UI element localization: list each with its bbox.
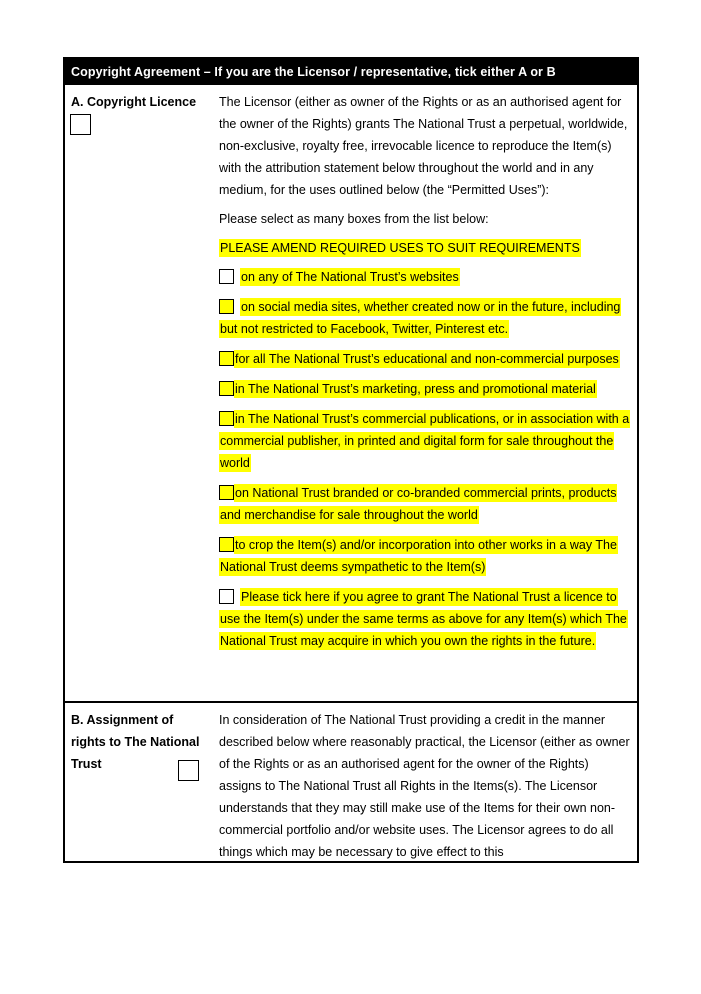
use-item-checkbox[interactable]: [219, 589, 234, 604]
section-b-checkbox[interactable]: [178, 760, 199, 781]
use-item-checkbox[interactable]: [219, 381, 234, 396]
select-boxes-prompt: Please select as many boxes from the list below:: [219, 212, 489, 226]
section-a-checkbox[interactable]: [70, 114, 91, 135]
use-item-text: for all The National Trust’s educational and non-commercial purposes: [235, 352, 619, 366]
use-item-text: Please tick here if you agree to grant The National Trust a licence to use the Item(s) under the same terms as above for any Item(s) which The National Trust may acquire in which you own the rights in the future.: [220, 590, 627, 648]
section-b-label-cell: [65, 703, 210, 861]
use-item-text: in The National Trust’s commercial publications, or in association with a commercial publisher, in printed and digital form for sale throughout the world: [220, 412, 630, 470]
use-list-item: [219, 266, 631, 288]
use-list-item: [219, 378, 631, 400]
section-b-paragraph: In consideration of The National Trust providing a credit in the manner described below where reasonably practical, the Licensor (either as owner of the Rights or as an authorised agent for the owner of the Rights) assigns to The National Trust all Rights in the Items(s). The Licensor understands that they may still make use of the Items for their own non-commercial portfolio and/or website uses. The Licensor agrees to do all things which may be necessary to give effect to this: [219, 713, 630, 859]
amend-notice-line: [219, 237, 631, 259]
copyright-agreement-table: [63, 57, 639, 863]
use-item-checkbox[interactable]: [219, 485, 234, 500]
use-list-item: [219, 534, 631, 578]
use-item-checkbox[interactable]: [219, 411, 234, 426]
permitted-uses-list: [219, 266, 631, 652]
section-b-body-cell: [210, 703, 637, 861]
use-list-item: [219, 408, 631, 474]
use-list-item: [219, 296, 631, 340]
section-a-intro-paragraph: The Licensor (either as owner of the Rights or as an authorised agent for the owner of the Rights) grants The National Trust a perpetual, worldwide, non-exclusive, royalty free, irrevocable licence to reproduce the Item(s) with the attribution statement below throughout the world and in any medium, for the uses outlined below (the “Permitted Uses”):: [219, 95, 628, 197]
table-header-bar: Copyright Agreement – If you are the Licensor / representative, tick either A or B: [65, 59, 637, 85]
use-item-text: to crop the Item(s) and/or incorporation into other works in a way The National Trust deems sympathetic to the Item(s): [220, 538, 617, 574]
use-item-checkbox[interactable]: [219, 269, 234, 284]
use-item-text: on any of The National Trust’s websites: [241, 270, 459, 284]
section-a-label-cell: [65, 85, 210, 701]
use-list-item: [219, 586, 631, 652]
use-item-text: on social media sites, whether created now or in the future, including but not restricted to Facebook, Twitter, Pinterest etc.: [220, 300, 621, 336]
amend-notice-highlight: PLEASE AMEND REQUIRED USES TO SUIT REQUIREMENTS: [220, 241, 580, 255]
section-a-body-cell: [210, 85, 637, 701]
use-item-text: on National Trust branded or co-branded commercial prints, products and merchandise for sale throughout the world: [220, 486, 617, 522]
section-b-row: [65, 701, 637, 861]
use-list-item: [219, 348, 631, 370]
use-item-checkbox[interactable]: [219, 299, 234, 314]
use-item-text: in The National Trust’s marketing, press and promotional material: [235, 382, 596, 396]
use-item-checkbox[interactable]: [219, 537, 234, 552]
use-item-checkbox[interactable]: [219, 351, 234, 366]
section-b-label: B. Assignment of rights to The National Trust: [71, 713, 200, 771]
section-a-row: [65, 85, 637, 701]
section-a-label: A. Copyright Licence: [71, 95, 197, 109]
use-list-item: [219, 482, 631, 526]
